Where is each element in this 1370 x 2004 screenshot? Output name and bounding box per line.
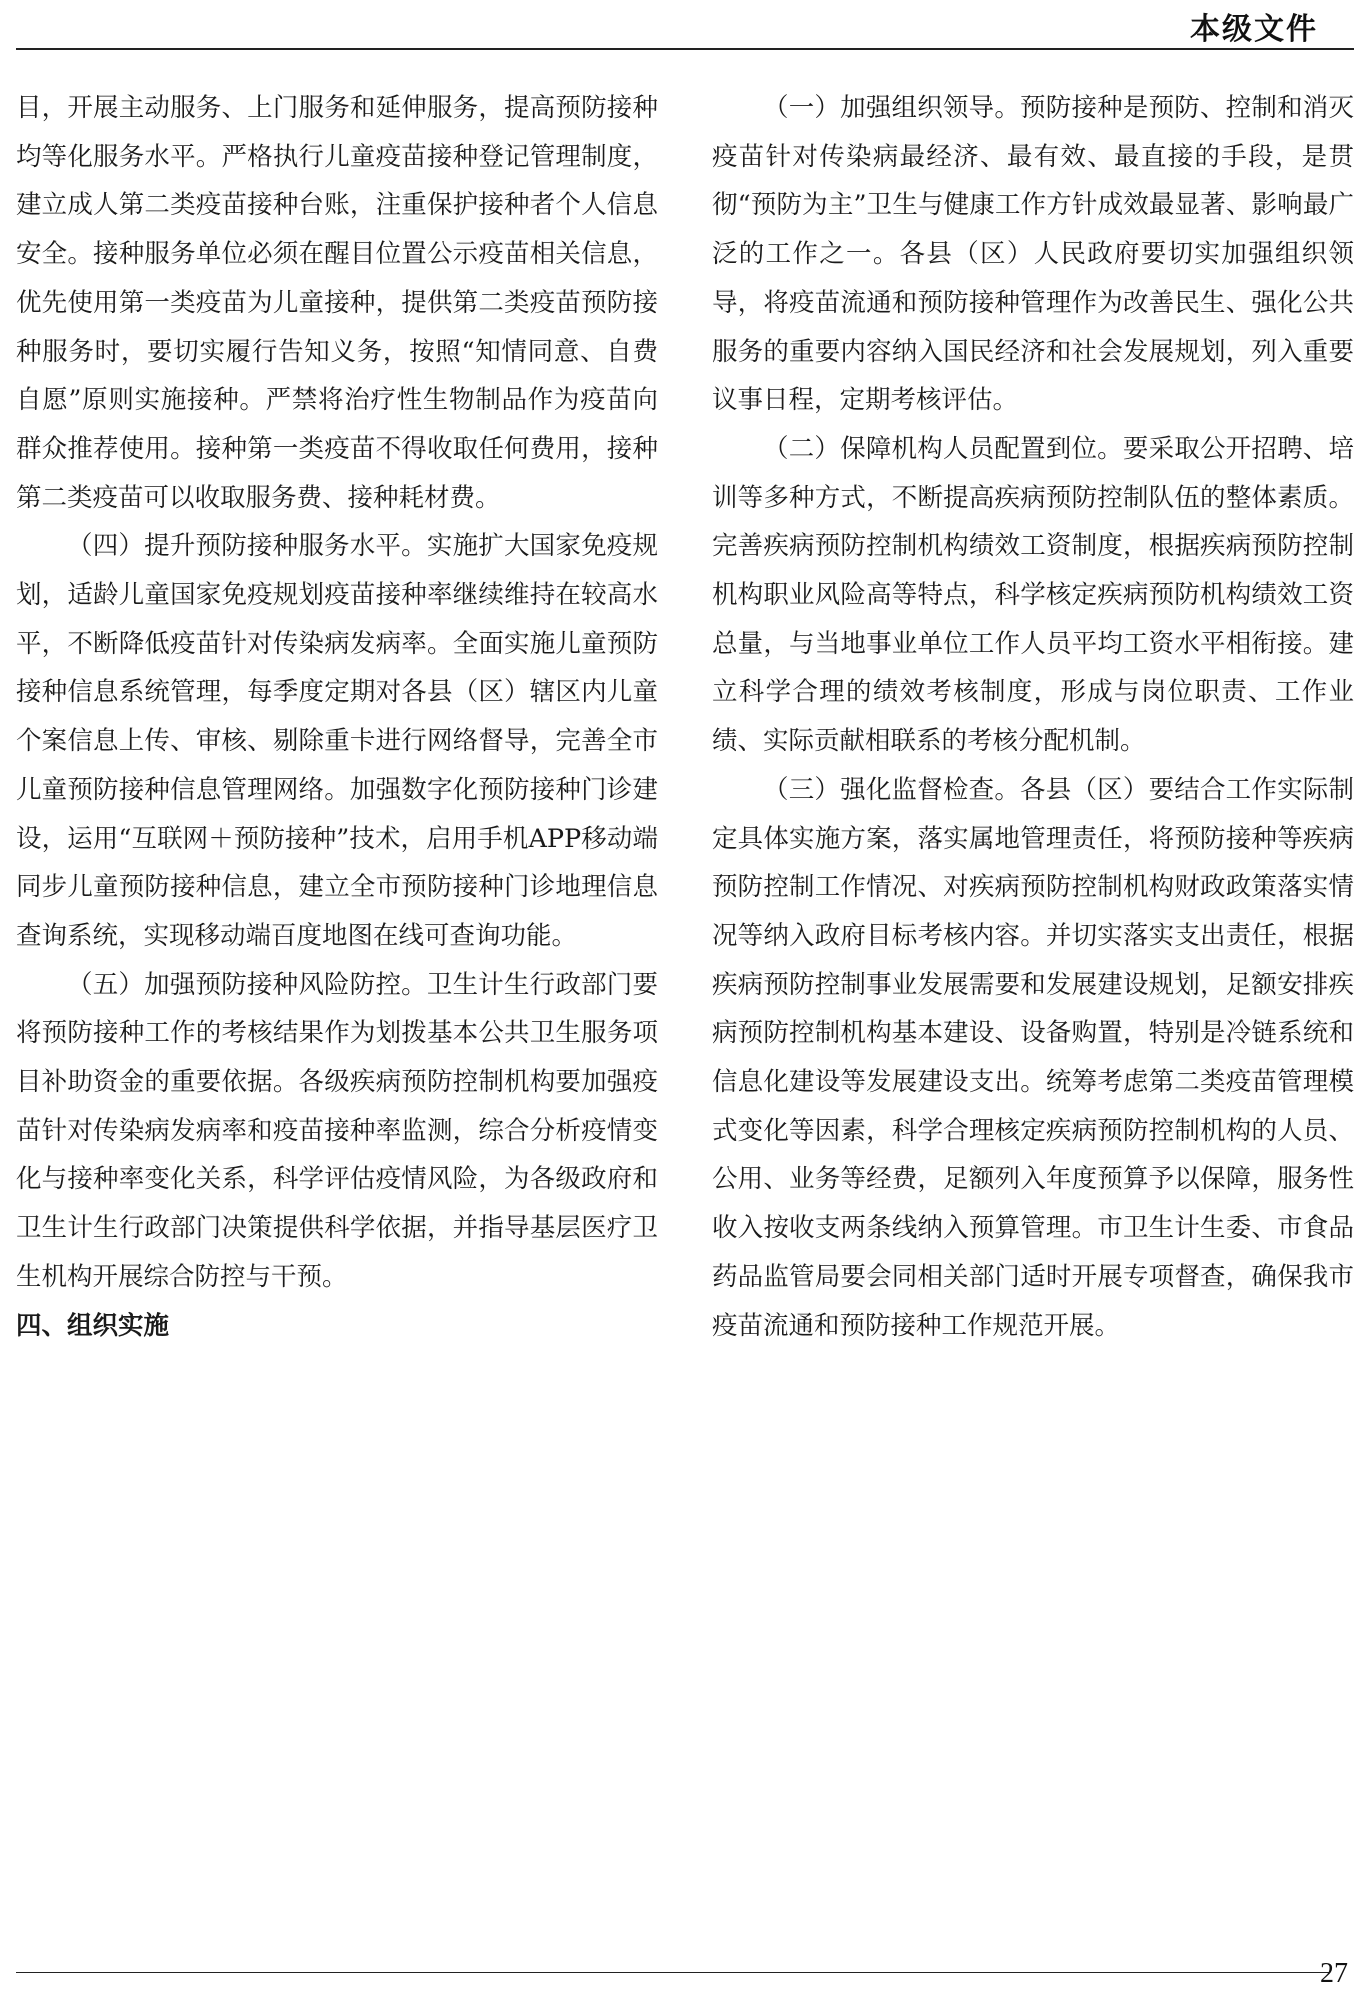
paragraph-lead: （二）保障机构人员配置到位。 [763, 433, 1123, 464]
paragraph-lead: （四）提升预防接种服务水平。 [67, 531, 427, 562]
paragraph-body: 要采取公开招聘、培训等多种方式，不断提高疾病预防控制队伍的整体素质。完善疾病预防控制机构绩效工资制度，根据疾病预防控制机构职业风险高等特点，科学核定疾病预防机构绩效工资总量，与当地事业单位工作人员平均工资水平相衔接。建立科学合理的绩效考核制度，形成与岗位职责、工作业绩、实际贡献相联系的考核分配机制。 [712, 433, 1354, 757]
section-heading: 四、组织实施 [16, 1310, 170, 1341]
header-title: 本级文件 [1190, 12, 1318, 47]
paragraph-body: 各县（区）要结合工作实际制定具体实施方案，落实属地管理责任，将预防接种等疾病预防控制工作情况、对疾病预防控制机构财政政策落实情况等纳入政府目标考核内容。并切实落实支出责任，根据疾病预防控制事业发展需要和发展建设规划，足额安排疾病预防控制机构基本建设、设备购置，特别是冷链系统和信息化建设等发展建设支出。统筹考虑第二类疫苗管理模式变化等因素，科学合理核定疾病预防控制机构的人员、公用、业务等经费，足额列入年度预算予以保障，服务性收入按收支两条线纳入预算管理。市卫生计生委、市食品药品监管局要会同相关部门适时开展专项督查，确保我市疫苗流通和预防接种工作规范开展。 [712, 774, 1354, 1341]
paragraph-lead: （三）强化监督检查。 [763, 774, 1021, 805]
right-column [712, 84, 1354, 1350]
paragraph-leadership [712, 84, 1354, 425]
paragraph-service-level [16, 522, 658, 960]
paragraph-staffing [712, 425, 1354, 766]
paragraph-body: 预防接种是预防、控制和消灭疫苗针对传染病最经济、最有效、最直接的手段，是贯彻“预防为主”卫生与健康工作方针成效最显著、影响最广泛的工作之一。各县（区）人民政府要切实加强组织领导，将疫苗流通和预防接种管理作为改善民生、强化公共服务的重要内容纳入国民经济和社会发展规划，列入重要议事日程，定期考核评估。 [712, 93, 1354, 416]
paragraph-lead: （五）加强预防接种风险防控。 [67, 969, 427, 1000]
paragraph-supervision [712, 766, 1354, 1350]
header-rule [16, 48, 1354, 50]
page-number: 27 [1320, 1958, 1348, 1989]
paragraph-body: 卫生计生行政部门要将预防接种工作的考核结果作为划拨基本公共卫生服务项目补助资金的重要依据。各级疾病预防控制机构要加强疫苗针对传染病发病率和疫苗接种率监测，综合分析疫情变化与接种率变化关系，科学评估疫情风险，为各级政府和卫生计生行政部门决策提供科学依据，并指导基层医疗卫生机构开展综合防控与干预。 [16, 969, 658, 1292]
paragraph-lead: （一）加强组织领导。 [763, 93, 1021, 123]
paragraph-continued: 目，开展主动服务、上门服务和延伸服务，提高预防接种均等化服务水平。严格执行儿童疫苗接种登记管理制度，建立成人第二类疫苗接种台账，注重保护接种者个人信息安全。接种服务单位必须在醒目位置公示疫苗相关信息，优先使用第一类疫苗为儿童接种，提供第二类疫苗预防接种服务时，要切实履行告知义务，按照“知情同意、自费自愿”原则实施接种。严禁将治疗性生物制品作为疫苗向群众推荐使用。接种第一类疫苗不得收取任何费用，接种第二类疫苗可以收取服务费、接种耗材费。 [16, 93, 658, 513]
left-column [16, 84, 658, 1350]
paragraph-body: 实施扩大国家免疫规划，适龄儿童国家免疫规划疫苗接种率继续维持在较高水平，不断降低疫苗针对传染病发病率。全面实施儿童预防接种信息系统管理，每季度定期对各县（区）辖区内儿童个案信息上传、审核、剔除重卡进行网络督导，完善全市儿童预防接种信息管理网络。加强数字化预防接种门诊建设，运用“互联网＋预防接种”技术，启用手机APP移动端同步儿童预防接种信息，建立全市预防接种门诊地理信息查询系统，实现移动端百度地图在线可查询功能。 [16, 531, 658, 951]
paragraph-risk-control [16, 961, 658, 1302]
footer-rule [16, 1972, 1330, 1973]
